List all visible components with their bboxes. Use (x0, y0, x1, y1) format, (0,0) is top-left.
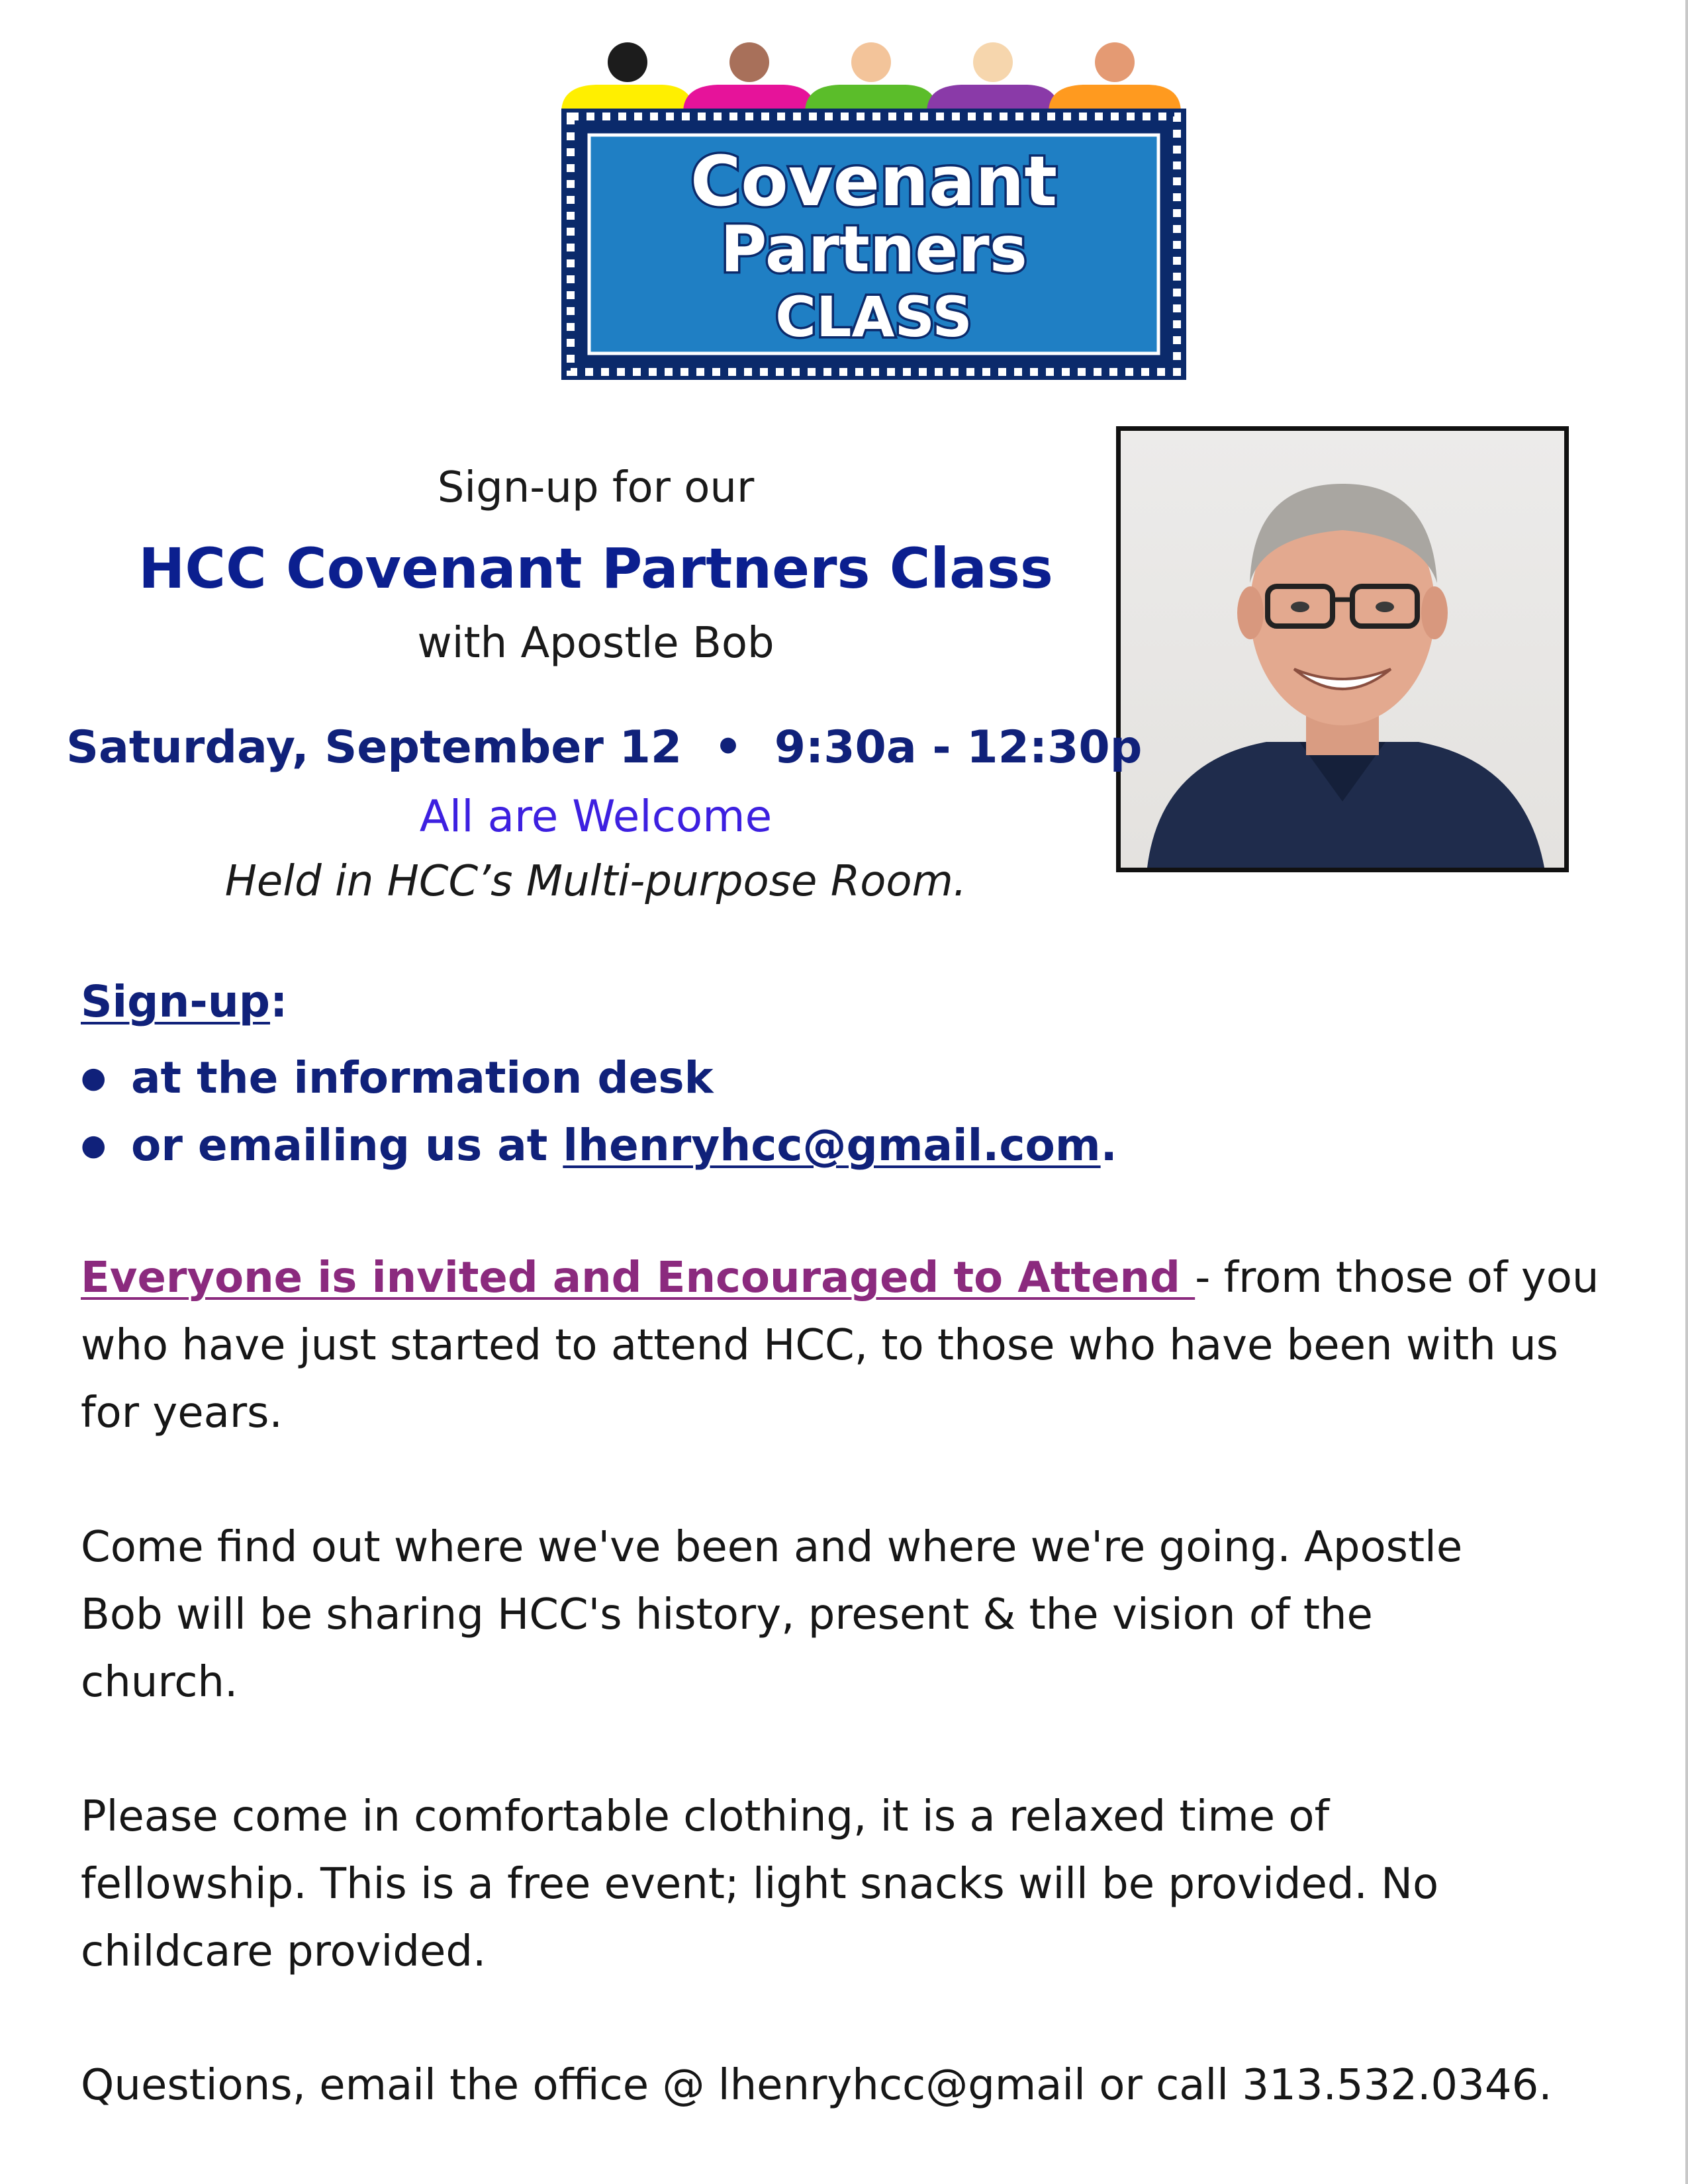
event-date-time (66, 721, 1143, 774)
clothing-paragraph: Please come in comfortable clothing, it is a relaxed time of fellowship. This is a free event; light snacks will be provided. No childcare provided. (81, 1792, 1439, 1976)
presenter-line: with Apostle Bob (417, 619, 774, 668)
signup-email-link[interactable]: lhenryhcc@gmail.com (563, 1120, 1101, 1171)
logo-person-head-5 (1095, 42, 1135, 82)
signup-heading-label: Sign-up (81, 976, 271, 1027)
invite-paragraph (81, 1244, 1630, 1447)
bullet-icon: ● (81, 1061, 107, 1095)
logo-person-body-1 (561, 85, 694, 113)
page-edge (1685, 0, 1688, 2184)
signup-heading (81, 976, 287, 1027)
logo-title-line1: Covenant (690, 141, 1058, 222)
questions-paragraph: Questions, email the office @ lhenryhcc@gmail or call 313.532.0346. (81, 2061, 1552, 2110)
signup-option-suffix: . (1100, 1120, 1117, 1171)
signup-options-list (81, 1044, 1117, 1179)
invite-rest: - from those of you who have just started to attend HCC, to those who have been with us for years. (81, 1253, 1599, 1437)
logo-person-head-3 (851, 42, 891, 82)
event-time: 9:30a - 12:30p (774, 721, 1143, 774)
logo-person-head-2 (729, 42, 769, 82)
invite-lead: Everyone is invited and Encouraged to Attend (81, 1253, 1196, 1302)
logo-title-line3: CLASS (775, 285, 972, 349)
signup-intro: Sign-up for our (437, 463, 755, 512)
logo-person-head-1 (608, 42, 647, 82)
apostle-bob-photo (1116, 426, 1569, 872)
logo-person-head-4 (973, 42, 1013, 82)
class-title: HCC Covenant Partners Class (138, 536, 1053, 601)
signup-option-email (81, 1112, 1117, 1179)
signup-option-text: or emailing us at (131, 1120, 563, 1171)
covenant-partners-logo (556, 40, 1192, 384)
logo-title-line2: Partners (720, 212, 1027, 287)
logo-person-body-5 (1049, 85, 1181, 113)
signup-option-info-desk (81, 1044, 1117, 1112)
signup-option-text: at the information desk (131, 1052, 714, 1103)
separator-bullet: • (714, 721, 743, 774)
location-line: Held in HCC’s Multi-purpose Room. (224, 857, 967, 906)
event-date: Saturday, September 12 (66, 721, 682, 774)
logo-person-body-3 (805, 85, 937, 113)
welcome-line: All are Welcome (419, 791, 773, 842)
find-out-paragraph: Come find out where we've been and where we're going. Apostle Bob will be sharing HCC's history, present & the vision of the church. (81, 1523, 1463, 1707)
logo-person-body-2 (683, 85, 816, 113)
bullet-icon: ● (81, 1128, 107, 1162)
logo-person-body-4 (927, 85, 1059, 113)
signup-heading-colon: : (270, 976, 288, 1027)
